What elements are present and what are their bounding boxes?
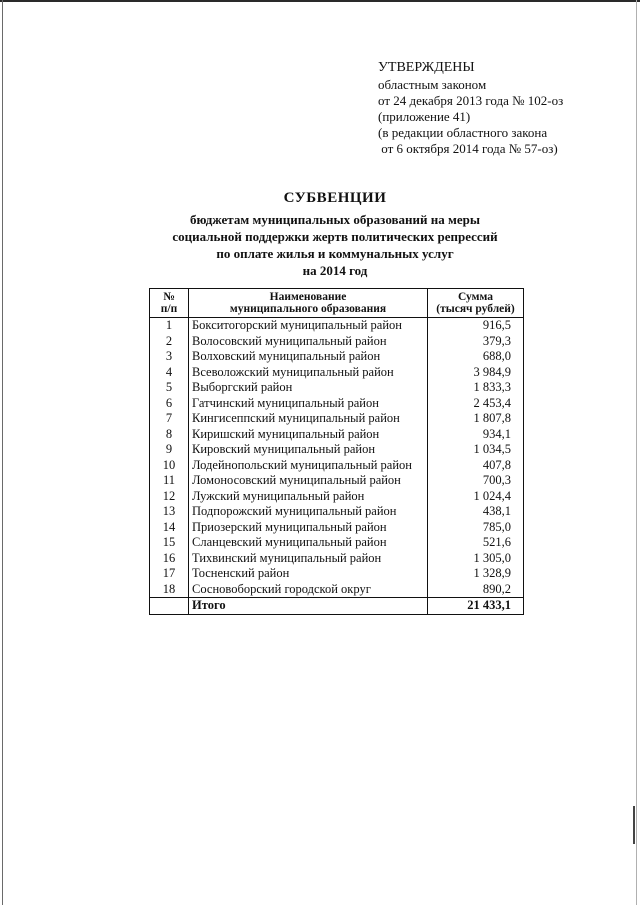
row-name: Ломоносовский муниципальный район [189,473,428,489]
row-name: Кировский муниципальный район [189,442,428,458]
table-row [150,489,524,505]
row-sum: 916,5 [428,318,524,334]
table-row [150,582,524,598]
row-number: 9 [150,442,189,458]
approval-line: от 24 декабря 2013 года № 102-оз [378,93,564,108]
row-number: 17 [150,566,189,582]
row-sum: 700,3 [428,473,524,489]
row-number: 11 [150,473,189,489]
row-name: Лодейнопольский муниципальный район [189,458,428,474]
row-number: 15 [150,535,189,551]
row-sum: 688,0 [428,349,524,365]
page-left-edge [2,0,3,905]
header-sum-line2: (тысяч рублей) [436,303,515,315]
table-row [150,349,524,365]
row-sum: 407,8 [428,458,524,474]
header-num-line1: № [163,291,175,303]
approval-line: УТВЕРЖДЕНЫ [378,60,475,75]
row-sum: 1 024,4 [428,489,524,505]
header-num-line2: п/п [160,303,178,315]
row-name: Всеволожский муниципальный район [189,365,428,381]
table-row [150,442,524,458]
row-name: Приозерский муниципальный район [189,520,428,536]
row-name: Волховский муниципальный район [189,349,428,365]
row-number: 2 [150,334,189,350]
title-line: бюджетам муниципальных образований на меры [190,212,480,227]
row-sum: 1 034,5 [428,442,524,458]
table-row [150,380,524,396]
table-row [150,334,524,350]
table-row [150,396,524,412]
row-number: 14 [150,520,189,536]
row-sum: 1 807,8 [428,411,524,427]
row-sum: 934,1 [428,427,524,443]
row-number: 12 [150,489,189,505]
row-sum: 379,3 [428,334,524,350]
table-row [150,566,524,582]
row-sum: 2 453,4 [428,396,524,412]
row-sum: 890,2 [428,582,524,598]
row-number: 7 [150,411,189,427]
table-row [150,458,524,474]
subventions-table [149,288,524,615]
title-line: социальной поддержки жертв политических репрессий [172,229,498,244]
title-line: по оплате жилья и коммунальных услуг [216,246,454,261]
row-sum: 1 328,9 [428,566,524,582]
row-number: 10 [150,458,189,474]
row-name: Тихвинский муниципальный район [189,551,428,567]
row-name: Сосновоборский городской округ [189,582,428,598]
title-heading: СУБВЕНЦИИ [283,190,387,206]
row-name: Волосовский муниципальный район [189,334,428,350]
total-row [150,598,524,615]
table-row [150,427,524,443]
row-number: 13 [150,504,189,520]
total-sum: 21 433,1 [428,598,524,615]
table-row [150,365,524,381]
row-name: Лужский муниципальный район [189,489,428,505]
table-row [150,520,524,536]
row-number: 16 [150,551,189,567]
row-name: Гатчинский муниципальный район [189,396,428,412]
row-sum: 438,1 [428,504,524,520]
row-sum: 785,0 [428,520,524,536]
scan-mark [633,806,635,844]
row-number: 1 [150,318,189,334]
page-right-edge [636,0,637,905]
total-name: Итого [189,598,428,615]
header-name [189,289,428,318]
document-title [0,190,640,279]
row-number: 3 [150,349,189,365]
row-name: Выборгский район [189,380,428,396]
row-sum: 3 984,9 [428,365,524,381]
row-name: Тосненский район [189,566,428,582]
header-sum-line1: Сумма [458,291,493,303]
row-sum: 1 833,3 [428,380,524,396]
approval-line: областным законом [378,77,487,92]
row-number: 6 [150,396,189,412]
total-num [150,598,189,615]
row-name: Подпорожский муниципальный район [189,504,428,520]
title-line: на 2014 год [302,263,368,278]
header-sum [428,289,524,318]
table-row [150,551,524,567]
row-name: Кингисеппский муниципальный район [189,411,428,427]
header-name-line2: муниципального образования [229,303,387,315]
row-sum: 521,6 [428,535,524,551]
row-name: Бокситогорский муниципальный район [189,318,428,334]
header-num [150,289,189,318]
row-number: 5 [150,380,189,396]
table-header [150,289,524,318]
table-row [150,535,524,551]
approval-line: (приложение 41) [378,109,471,124]
row-name: Киришский муниципальный район [189,427,428,443]
approval-line: от 6 октября 2014 года № 57-оз) [378,141,558,156]
table-row [150,411,524,427]
row-sum: 1 305,0 [428,551,524,567]
row-number: 4 [150,365,189,381]
approval-stamp [378,60,563,157]
table-body [150,318,524,615]
table-row [150,473,524,489]
approval-line: (в редакции областного закона [378,125,548,140]
row-number: 18 [150,582,189,598]
row-number: 8 [150,427,189,443]
header-name-line1: Наименование [269,291,347,303]
table-row [150,318,524,334]
page-top-edge [0,0,640,2]
table-row [150,504,524,520]
row-name: Сланцевский муниципальный район [189,535,428,551]
